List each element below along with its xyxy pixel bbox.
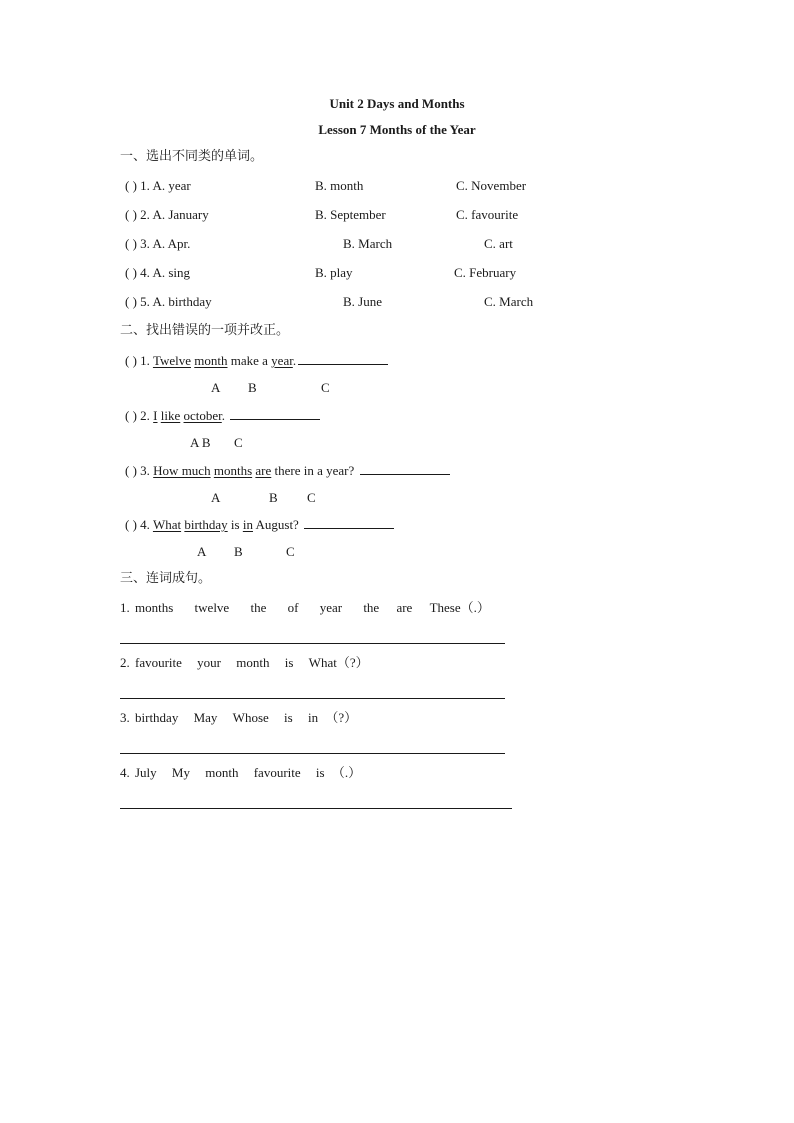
text-segment: .: [292, 353, 297, 368]
word: is: [284, 655, 294, 670]
word: are: [396, 600, 413, 615]
word: twelve: [194, 600, 230, 615]
item-prefix: ( ) 2. A. January: [125, 207, 209, 222]
text-segment: is: [227, 517, 243, 532]
option-b: B. March: [343, 236, 393, 251]
word: your: [197, 655, 222, 670]
word: favourite: [253, 765, 301, 780]
answer-blank[interactable]: [230, 407, 320, 420]
word: birthday: [135, 710, 179, 725]
word: is: [284, 710, 293, 725]
text-segment: .: [221, 408, 226, 423]
answer-line[interactable]: [120, 643, 505, 644]
section3-heading: 三、连词成句。: [120, 571, 212, 586]
answer-line[interactable]: [120, 753, 505, 754]
segment-b: months: [213, 463, 253, 478]
segment-b: birthday: [184, 517, 228, 532]
letter-b: B: [248, 380, 257, 395]
end-punctuation: （?）: [325, 710, 358, 725]
unit-title: Unit 2 Days and Months: [329, 96, 465, 111]
word: These: [429, 600, 461, 615]
scrambled-sentence: [120, 765, 361, 781]
scrambled-sentence: [120, 600, 490, 616]
word: the: [363, 600, 380, 615]
word: My: [171, 765, 190, 780]
item-prefix: ( ) 5. A. birthday: [125, 294, 212, 309]
word: month: [205, 765, 239, 780]
section2-item: [125, 516, 394, 533]
scrambled-sentence: [120, 655, 369, 671]
option-b: B. June: [343, 294, 382, 309]
segment-c: october: [183, 408, 222, 423]
section2-item: [125, 407, 320, 424]
item-prefix: ( ) 4. A. sing: [125, 265, 190, 280]
item-prefix: ( ) 3. A. Apr.: [125, 236, 191, 251]
word: May: [193, 710, 218, 725]
text-segment: August?: [252, 517, 299, 532]
answer-line[interactable]: [120, 698, 505, 699]
word: favourite: [135, 655, 182, 670]
item-number: 2.: [120, 655, 130, 670]
option-b: B. month: [315, 178, 364, 193]
letter-a: A: [211, 490, 221, 505]
letter-ab: A B: [190, 435, 211, 450]
word: months: [135, 600, 174, 615]
word: July: [135, 765, 157, 780]
item-number: 1.: [120, 600, 130, 615]
option-c: C. March: [484, 294, 534, 309]
segment-a: How much: [153, 463, 211, 478]
segment-b: like: [160, 408, 181, 423]
segment-a: I: [153, 408, 158, 423]
text-segment: make a: [227, 353, 272, 368]
segment-c: are: [255, 463, 272, 478]
word: Whose: [232, 710, 269, 725]
text-segment: there in a year?: [271, 463, 355, 478]
item-prefix: ( ) 1. A. year: [125, 178, 191, 193]
option-c: C. art: [484, 236, 513, 251]
option-b: B. play: [315, 265, 353, 280]
answer-blank[interactable]: [298, 352, 388, 365]
letter-b: B: [234, 544, 243, 559]
letter-c: C: [307, 490, 316, 505]
word: year: [319, 600, 343, 615]
answer-blank[interactable]: [304, 516, 394, 529]
answer-line[interactable]: [120, 808, 512, 809]
segment-a: What: [152, 517, 182, 532]
end-punctuation: （.）: [460, 600, 490, 615]
answer-paren: ( ) 1.: [125, 353, 150, 368]
item-number: 3.: [120, 710, 130, 725]
answer-paren: ( ) 4.: [125, 517, 150, 532]
scrambled-sentence: [120, 710, 357, 726]
section2-item: [125, 352, 388, 369]
letter-a: A: [197, 544, 207, 559]
segment-a: Twelve: [152, 353, 192, 368]
letter-c: C: [286, 544, 295, 559]
word: the: [250, 600, 267, 615]
answer-paren: ( ) 2.: [125, 408, 150, 423]
option-c: C. November: [456, 178, 527, 193]
section1-heading: 一、选出不同类的单词。: [120, 149, 264, 164]
word: month: [236, 655, 270, 670]
section2-heading: 二、找出错误的一项并改正。: [120, 323, 290, 338]
segment-b: month: [194, 353, 228, 368]
word: of: [287, 600, 299, 615]
option-c: C. February: [454, 265, 517, 280]
lesson-title: Lesson 7 Months of the Year: [318, 122, 476, 137]
letter-c: C: [234, 435, 243, 450]
letter-a: A: [211, 380, 221, 395]
segment-c: year: [271, 353, 293, 368]
word: in: [307, 710, 319, 725]
section2-item: [125, 462, 450, 479]
end-punctuation: （?）: [336, 655, 369, 670]
segment-c: in: [242, 517, 253, 532]
option-b: B. September: [315, 207, 386, 222]
word: is: [315, 765, 325, 780]
end-punctuation: （.）: [331, 765, 362, 780]
letter-b: B: [269, 490, 278, 505]
item-number: 4.: [120, 765, 130, 780]
word: What: [308, 655, 337, 670]
option-c: C. favourite: [456, 207, 519, 222]
answer-blank[interactable]: [360, 462, 450, 475]
answer-paren: ( ) 3.: [125, 463, 150, 478]
letter-c: C: [321, 380, 330, 395]
